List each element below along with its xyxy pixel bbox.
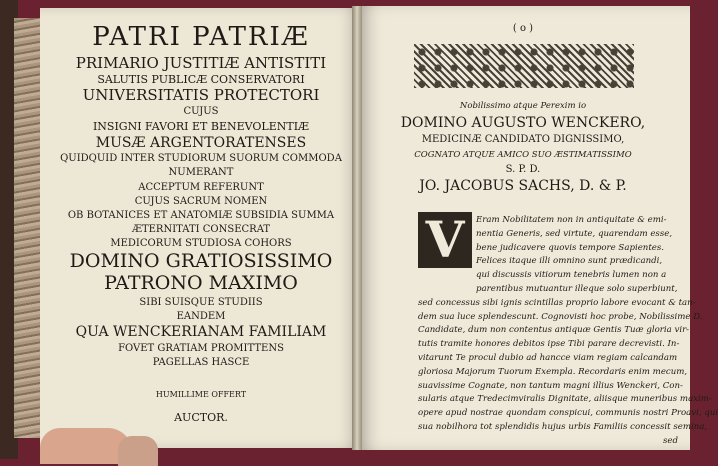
text-line: S. P. D.	[505, 164, 541, 175]
body-line: parentibus mutuantur illeque solo superbiunt,	[476, 283, 678, 294]
body-line: bene judicavere quovis tempore Sapientes.	[476, 242, 664, 253]
title-line: PATRI PATRIÆ	[92, 22, 310, 52]
book-gutter	[352, 6, 362, 450]
body-line: opere apud nostrae quondam conspicui, communis nostri Proavi, qui	[418, 408, 718, 419]
body-line: vitarunt Te procul dubio ad hancce viam regiam calcandam	[418, 352, 678, 363]
body-line: gloriosa Majorum Tuorum Exempla. Recordaris enim mecum,	[418, 366, 688, 377]
body-line: Candidate, dum non contentus antiquæ Gentis Tuæ gloria vir-	[418, 325, 690, 336]
text-line: OB BOTANICES ET ANATOMIÆ SUBSIDIA SUMMA	[67, 210, 335, 221]
text-line: FOVET GRATIAM PROMITTENS	[118, 343, 284, 354]
body-line: sua nobilhora tot splendidis hujus urbis Familiis concessit semina,	[418, 421, 708, 432]
text-line: PATRONO MAXIMO	[104, 272, 298, 294]
text-line: COGNATO ATQUE AMICO SUO ÆSTIMATISSIMO	[414, 150, 632, 160]
drop-cap: V	[418, 212, 472, 268]
text-line: Nobilissimo atque Perexim io	[459, 101, 587, 111]
offer-line: HUMILLIME OFFERT	[155, 390, 247, 399]
body-line: sed concessus sibi ignis scintillas proprio labore evocant & tan-	[418, 297, 696, 308]
text-line: CUJUS SACRUM NOMEN	[134, 196, 268, 207]
body-text	[418, 214, 718, 449]
body-line: suavissime Cognate, non tantum magni illius Wenckeri, Con-	[418, 380, 683, 391]
left-page	[40, 8, 362, 448]
right-page	[356, 6, 718, 450]
text-line: DOMINO GRATIOSISSIMO	[69, 250, 333, 272]
page-number: ( o )	[512, 23, 534, 34]
text-line: NUMERANT	[168, 167, 234, 178]
text-line: UNIVERSITATIS PROTECTORI	[82, 86, 320, 104]
text-line: EANDEM	[176, 311, 226, 322]
finger	[118, 436, 158, 466]
author-line: AUCTOR.	[174, 411, 228, 424]
body-line: qui discussis vitiorum tenebris lumen non a	[476, 270, 667, 281]
text-line: CUJUS	[183, 106, 219, 117]
text-line: DOMINO AUGUSTO WENCKERO,	[400, 115, 646, 131]
text-line: PAGELLAS HASCE	[152, 357, 250, 368]
body-line: dem sua luce splendescunt. Cognovisti hoc probe, Nobilissime D.	[418, 311, 703, 322]
text-line: QUIDQUID INTER STUDIORUM SUORUM COMMODA	[60, 153, 342, 164]
text-line: MUSÆ ARGENTORATENSES	[95, 135, 307, 151]
body-line: Eram Nobilitatem non in antiquitate & emi-	[476, 215, 667, 225]
text-line: ÆTERNITATI CONSECRAT	[131, 224, 271, 235]
text-line: SALUTIS PUBLICÆ CONSERVATORI	[97, 73, 305, 86]
text-line: PRIMARIO JUSTITIÆ ANTISTITI	[75, 54, 327, 72]
body-line: tutis tramite honores debitos ipse Tibi parare decrevisti. In-	[418, 339, 680, 350]
text-line: INSIGNI FAVORI ET BENEVOLENTIÆ	[92, 120, 310, 133]
text-line: ACCEPTUM REFERUNT	[138, 182, 264, 193]
body-line: sularis atque Tredecimviralis Dignitate, aliisque muneribus maxim-	[418, 394, 712, 405]
text-line: MEDICINÆ CANDIDATO DIGNISSIMO,	[421, 134, 625, 145]
ornament-band	[414, 44, 634, 88]
text-line: JO. JACOBUS SACHS, D. & P.	[419, 178, 627, 194]
body-line: nentia Generis, sed virtute, quarendam esse,	[476, 228, 673, 239]
catchword: sed	[663, 435, 678, 446]
body-line: Felices itaque illi omnino sunt prædicandi,	[476, 256, 663, 267]
text-line: QUA WENCKERIANAM FAMILIAM	[75, 324, 327, 340]
text-line: MEDICORUM STUDIOSA COHORS	[110, 238, 292, 249]
text-line: SIBI SUISQUE STUDIIS	[139, 297, 263, 308]
